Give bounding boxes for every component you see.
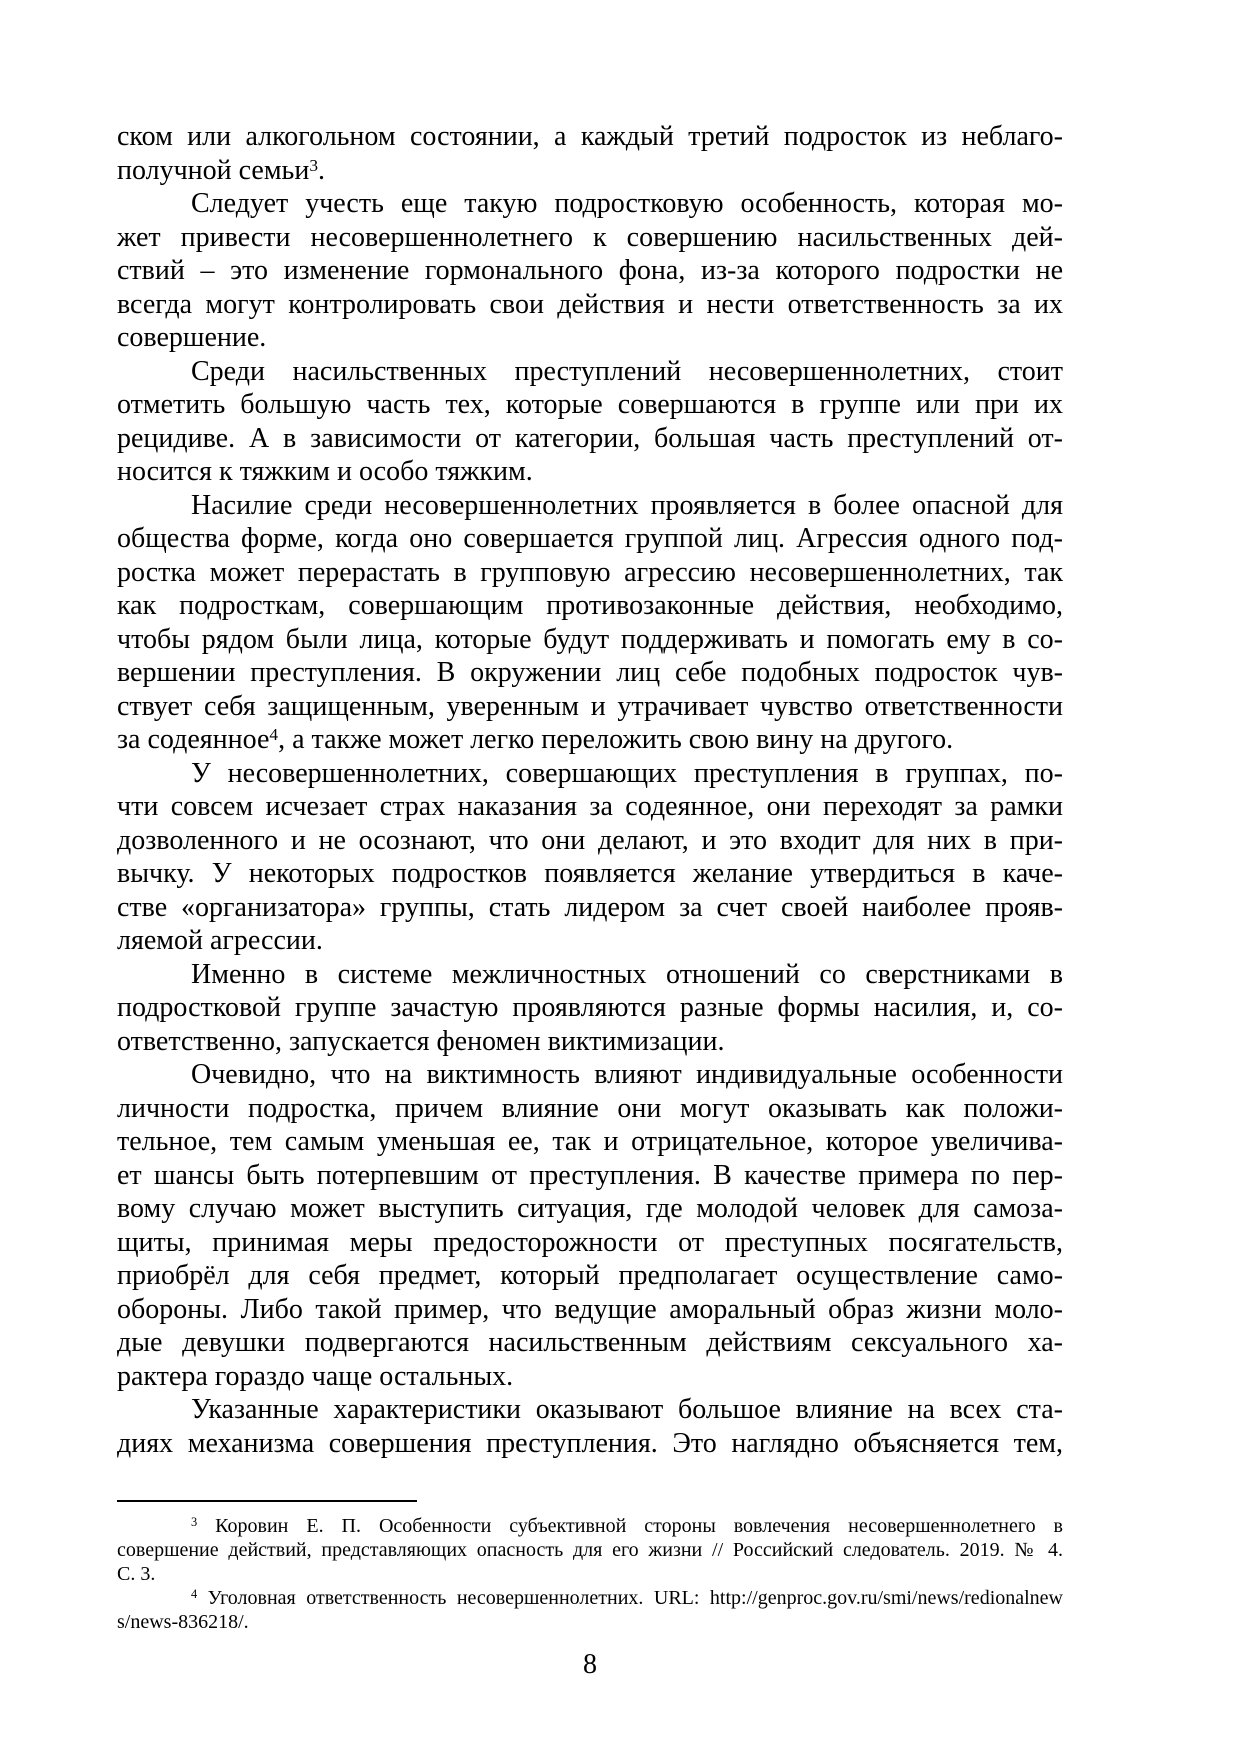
text-line: $^3$ Коровин Е. П. Особенности субъективной стороны вовлечения несовершеннолетнего в [191, 1515, 1063, 1537]
text-line: вычку. У некоторых подростков появляется желание утвердиться в каче- [117, 858, 1063, 889]
text-line: рактера гораздо чаще остальных. [117, 1360, 514, 1392]
text-line: как подросткам, совершающим противозаконные действия, необходимо, [117, 590, 1063, 621]
text-line: общества форме, когда оно совершается группой лиц. Агрессия одного под- [117, 523, 1063, 554]
text-line: Следует учесть еще такую подростковую особенность, которая мо- [191, 188, 1063, 219]
paragraph [117, 757, 1063, 958]
text-line: ответственно, запускается феномен виктимизации. [117, 1025, 725, 1057]
text-line: носится к тяжким и особо тяжким. [117, 456, 533, 487]
text-line: получной семьи$^3$. [117, 154, 325, 186]
text-line: совершение действий, представляющих опасность для его жизни // Российский следователь. 2019. № 4. [117, 1539, 1063, 1561]
text-line: отметить большую часть тех, которые совершаются в группе или при их [117, 389, 1063, 420]
footnote-separator [117, 1500, 417, 1502]
text-line: подростковой группе зачастую проявляются разные формы насилия, и, со- [117, 992, 1063, 1023]
text-line: Указанные характеристики оказывают большое влияние на всех ста- [191, 1394, 1063, 1425]
text-line: всегда могут контролировать свои действия и нести ответственность за их [117, 288, 1063, 320]
text-line: Среди насильственных преступлений несовершеннолетних, стоит [191, 355, 1063, 387]
text-line: диях механизма совершения преступления. Это наглядно объясняется тем, [117, 1427, 1063, 1459]
paragraph [117, 355, 1063, 489]
text-line: дые девушки подвергаются насильственным действиям сексуального ха- [117, 1327, 1063, 1358]
footnotes-text [117, 1514, 1063, 1634]
paragraph [117, 489, 1063, 757]
text-line: ствует себя защищенным, уверенным и утрачивает чувство ответственности [117, 690, 1063, 722]
page-number: 8 [583, 1649, 597, 1680]
paragraph [117, 1393, 1063, 1460]
text-line: ростка может перерастать в групповую агрессию несовершеннолетних, так [117, 556, 1063, 588]
footnote [117, 1586, 1063, 1634]
text-line: совершение. [117, 322, 267, 353]
text-line: вершении преступления. В окружении лиц себе подобных подросток чув- [117, 657, 1063, 688]
footnote-ref: 3 [191, 1515, 198, 1530]
text-line: личности подростка, причем влияние они могут оказывать как положи- [117, 1092, 1063, 1124]
text-line: приобрёл для себя предмет, который предполагает осуществление само- [117, 1260, 1063, 1291]
paragraph [117, 1058, 1063, 1393]
text-line: Очевидно, что на виктимность влияют индивидуальные особенности [191, 1059, 1063, 1090]
text-line: дозволенного и не осознают, что они делают, и это входит для них в при- [117, 824, 1063, 856]
text-line: ет шансы быть потерпевшим от преступления. В качестве примера по пер- [117, 1159, 1063, 1191]
text-line: обороны. Либо такой пример, что ведущие аморальный образ жизни моло- [117, 1293, 1063, 1325]
text-line: Именно в системе межличностных отношений со сверстниками в [191, 958, 1063, 990]
footnote-ref: 4 [191, 1587, 198, 1602]
paragraph [117, 187, 1063, 355]
body-text [117, 120, 1063, 1460]
text-line: У несовершеннолетних, совершающих преступления в группах, по- [191, 757, 1063, 789]
text-line: ствий – это изменение гормонального фона, из-за которого подростки не [117, 255, 1063, 286]
paragraph [117, 958, 1063, 1059]
text-line: тельное, тем самым уменьшая ее, так и отрицательное, которое увеличива- [117, 1126, 1063, 1157]
text-line: ляемой агрессии. [117, 925, 323, 956]
text-line: за содеянное$^4$, а также может легко переложить свою вину на другого. [117, 724, 954, 755]
text-line: $^4$ Уголовная ответственность несовершеннолетних. URL: http://genproc.gov.ru/smi/news/redionalnew [191, 1587, 1063, 1609]
text-line: Насилие среди несовершеннолетних проявляется в более опасной для [191, 489, 1063, 521]
text-line: рецидиве. А в зависимости от категории, большая часть преступлений от- [117, 422, 1063, 454]
paragraph [117, 120, 1063, 187]
text-line: чтобы рядом были лица, которые будут поддерживать и помогать ему в со- [117, 623, 1063, 655]
text-line: щиты, принимая меры предосторожности от преступных посягательств, [117, 1226, 1063, 1258]
footnotes-section [117, 1500, 1063, 1634]
footnote-ref: 3 [309, 155, 318, 175]
text-line: жет привести несовершеннолетнего к совершению насильственных дей- [117, 221, 1063, 253]
text-line: С. 3. [117, 1563, 156, 1585]
text-line: чти совсем исчезает страх наказания за содеянное, они переходят за рамки [117, 791, 1063, 822]
text-line: s/news-836218/. [117, 1611, 249, 1633]
footnote-ref: 4 [269, 725, 279, 745]
text-line: вому случаю может выступить ситуация, где молодой человек для самоза- [117, 1193, 1063, 1224]
text-line: ском или алкогольном состоянии, а каждый третий подросток из неблаго- [117, 121, 1063, 152]
text-line: стве «организатора» группы, стать лидером за счет своей наиболее прояв- [117, 891, 1063, 923]
footnote [117, 1514, 1063, 1586]
